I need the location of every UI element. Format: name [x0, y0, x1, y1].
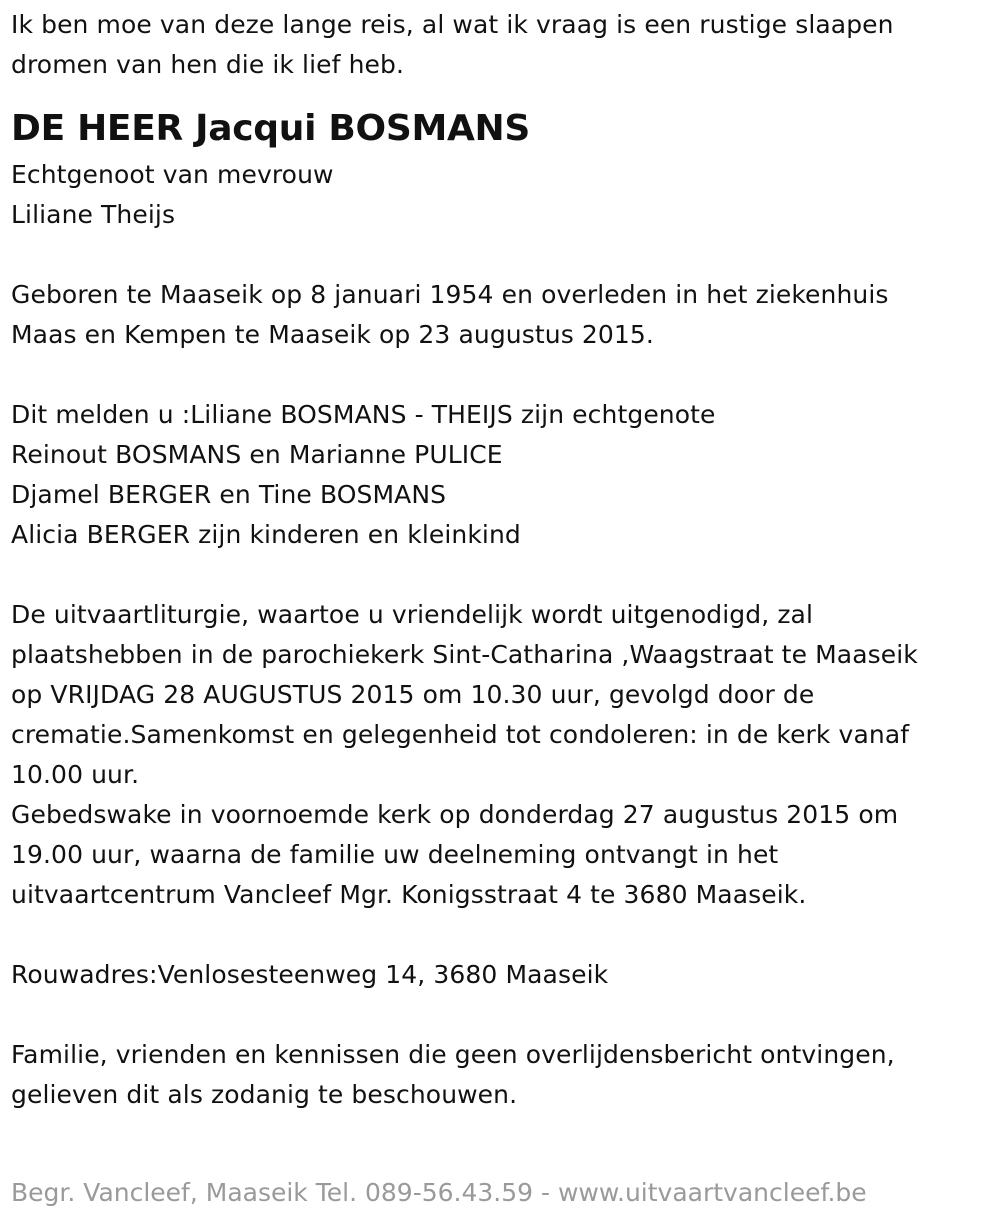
announcer-line: Dit melden u :Liliane BOSMANS - THEIJS zijn echtgenote: [11, 400, 716, 429]
spouse-line: Echtgenoot van mevrouw: [11, 160, 334, 189]
spacer: [11, 355, 991, 395]
funeral-home-footer: Begr. Vancleef, Maaseik Tel. 089-56.43.59 - www.uitvaartvancleef.be: [11, 1178, 867, 1207]
intro-line: dromen van hen die ik lief heb.: [11, 50, 405, 79]
spouse-line: Liliane Theijs: [11, 200, 176, 229]
funeral-line: Gebedswake in voornoemde kerk op donderdag 27 augustus 2015 om: [11, 800, 899, 829]
funeral-line: uitvaartcentrum Vancleef Mgr. Konigsstraat 4 te 3680 Maaseik.: [11, 880, 807, 909]
spouse-block: [11, 155, 991, 235]
funeral-line: 10.00 uur.: [11, 760, 140, 789]
birth-death-line: Maas en Kempen te Maaseik op 23 augustus 2015.: [11, 320, 654, 349]
funeral-line: plaatshebben in de parochiekerk Sint-Catharina ,Waagstraat te Maaseik: [11, 640, 918, 669]
mourning-address: Rouwadres:Venlosesteenweg 14, 3680 Maaseik: [11, 960, 609, 989]
birth-death-block: [11, 275, 991, 355]
obituary-document: [11, 0, 991, 1115]
spacer: [11, 915, 991, 955]
announcer-line: Reinout BOSMANS en Marianne PULICE: [11, 440, 503, 469]
spacer: [11, 555, 991, 595]
birth-death-line: Geboren te Maaseik op 8 januari 1954 en overleden in het ziekenhuis: [11, 280, 889, 309]
spacer: [11, 995, 991, 1035]
spacer: [11, 235, 991, 275]
notice-line: Familie, vrienden en kennissen die geen overlijdensbericht ontvingen,: [11, 1040, 895, 1069]
notice-line: gelieven dit als zodanig te beschouwen.: [11, 1080, 518, 1109]
announcers-block: [11, 395, 991, 555]
funeral-line: 19.00 uur, waarna de familie uw deelneming ontvangt in het: [11, 840, 779, 869]
announcer-line: Alicia BERGER zijn kinderen en kleinkind: [11, 520, 521, 549]
funeral-line: op VRIJDAG 28 AUGUSTUS 2015 om 10.30 uur, gevolgd door de: [11, 680, 815, 709]
intro-quote: [11, 5, 991, 85]
announcer-line: Djamel BERGER en Tine BOSMANS: [11, 480, 447, 509]
funeral-block: [11, 595, 991, 915]
intro-line: Ik ben moe van deze lange reis, al wat ik vraag is een rustige slaapen: [11, 10, 894, 39]
funeral-line: crematie.Samenkomst en gelegenheid tot condoleren: in de kerk vanaf: [11, 720, 910, 749]
deceased-name: DE HEER Jacqui BOSMANS: [11, 108, 530, 149]
funeral-line: De uitvaartliturgie, waartoe u vriendelijk wordt uitgenodigd, zal: [11, 600, 814, 629]
notice-block: [11, 1035, 991, 1115]
